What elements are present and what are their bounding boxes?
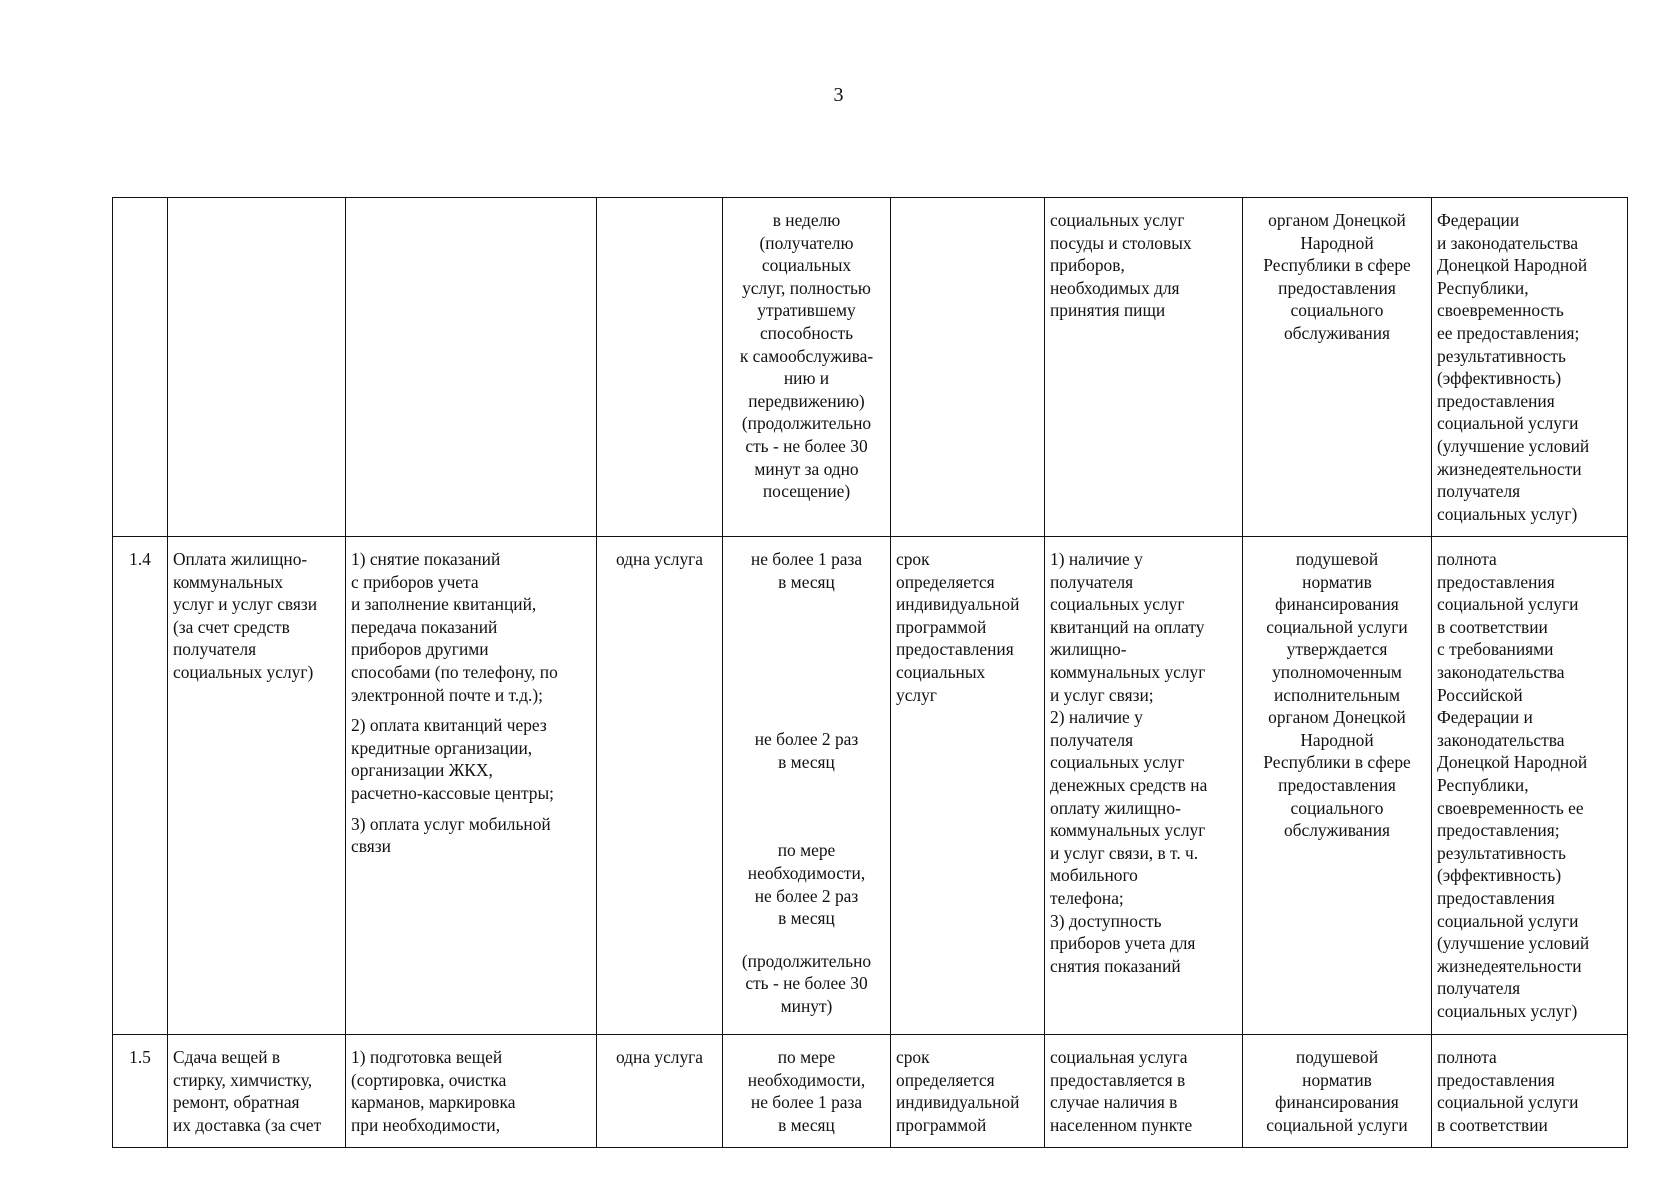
cell-description: [346, 537, 597, 1035]
cell-term: срок определяется индивидуальной программой: [891, 1035, 1045, 1148]
cell-name: Оплата жилищно- коммунальных услуг и услуг связи (за счет средств получателя социальных услуг): [168, 537, 346, 1035]
table-row-1-4: [113, 537, 1628, 1035]
cell-term: срок определяется индивидуальной программой предоставления социальных услуг: [891, 537, 1045, 1035]
description-item-1: 1) снятие показаний с приборов учета и заполнение квитанций, передача показаний приборов другими способами (по телефону, по электронной почте и т.д.);: [351, 549, 558, 705]
page-number: 3: [833, 84, 844, 106]
cell-quality: полнота предоставления социальной услуги в соответствии с требованиями законодательства Российской Федерации и законодательства Донецкой Народной Республики, своевременность ее предоставления; результативность (эффективность) предоставления социальной услуги (улучшение условий жизнедеятельности получателя социальных услуг): [1432, 537, 1628, 1035]
cell-name: Сдача вещей в стирку, химчистку, ремонт, обратная их доставка (за счет: [168, 1035, 346, 1148]
cell-unit: [597, 198, 723, 537]
table-row-1-5: [113, 1035, 1628, 1148]
frequency-item-2: не более 2 раз в месяц: [754, 729, 859, 772]
cell-frequency: по мере необходимости, не более 1 раза в месяц: [723, 1035, 891, 1148]
cell-conditions: социальных услуг посуды и столовых приборов, необходимых для принятия пищи: [1045, 198, 1243, 537]
cell-quality: полнота предоставления социальной услуги в соответствии: [1432, 1035, 1628, 1148]
cell-name: [168, 198, 346, 537]
cell-num: [113, 198, 168, 537]
cell-conditions: 1) наличие у получателя социальных услуг квитанций на оплату жилищно- коммунальных услуг и услуг связи; 2) наличие у получателя социальных услуг денежных средств на оплату жилищно- коммунальных услуг и услуг связи, в т. ч. мобильного телефона; 3) доступность приборов учета для снятия показаний: [1045, 537, 1243, 1035]
cell-financing: подушевой норматив финансирования социальной услуги: [1243, 1035, 1432, 1148]
cell-frequency: в неделю (получателю социальных услуг, полностью утратившему способность к самообслужива- нию и передвижению) (продолжительно сть - не более 30 минут за одно посещение): [723, 198, 891, 537]
frequency-item-3: по мере необходимости, не более 2 раз в месяц: [747, 840, 866, 929]
services-table: [112, 197, 1628, 1148]
cell-unit: одна услуга: [597, 537, 723, 1035]
cell-term: [891, 198, 1045, 537]
frequency-item-1: не более 1 раза в месяц: [750, 549, 863, 592]
cell-num: 1.5: [113, 1035, 168, 1148]
description-item-2: 2) оплата квитанций через кредитные организации, организации ЖКХ, расчетно-кассовые центры;: [351, 715, 554, 803]
cell-description: 1) подготовка вещей (сортировка, очистка карманов, маркировка при необходимости,: [346, 1035, 597, 1148]
cell-financing: подушевой норматив финансирования социальной услуги утверждается уполномоченным исполнительным органом Донецкой Народной Республики в сфере предоставления социального обслуживания: [1243, 537, 1432, 1035]
frequency-item-4: (продолжительно сть - не более 30 минут): [741, 950, 872, 1016]
table-row-continuation: [113, 198, 1628, 537]
cell-frequency: [723, 537, 891, 1035]
cell-num: 1.4: [113, 537, 168, 1035]
cell-quality: Федерации и законодательства Донецкой Народной Республики, своевременность ее предоставления; результативность (эффективность) предоставления социальной услуги (улучшение условий жизнедеятельности получателя социальных услуг): [1432, 198, 1628, 537]
cell-financing: органом Донецкой Народной Республики в сфере предоставления социального обслуживания: [1243, 198, 1432, 537]
cell-description: [346, 198, 597, 537]
cell-unit: одна услуга: [597, 1035, 723, 1148]
cell-conditions: социальная услуга предоставляется в случае наличия в населенном пункте: [1045, 1035, 1243, 1148]
description-item-3: 3) оплата услуг мобильной связи: [351, 813, 551, 857]
